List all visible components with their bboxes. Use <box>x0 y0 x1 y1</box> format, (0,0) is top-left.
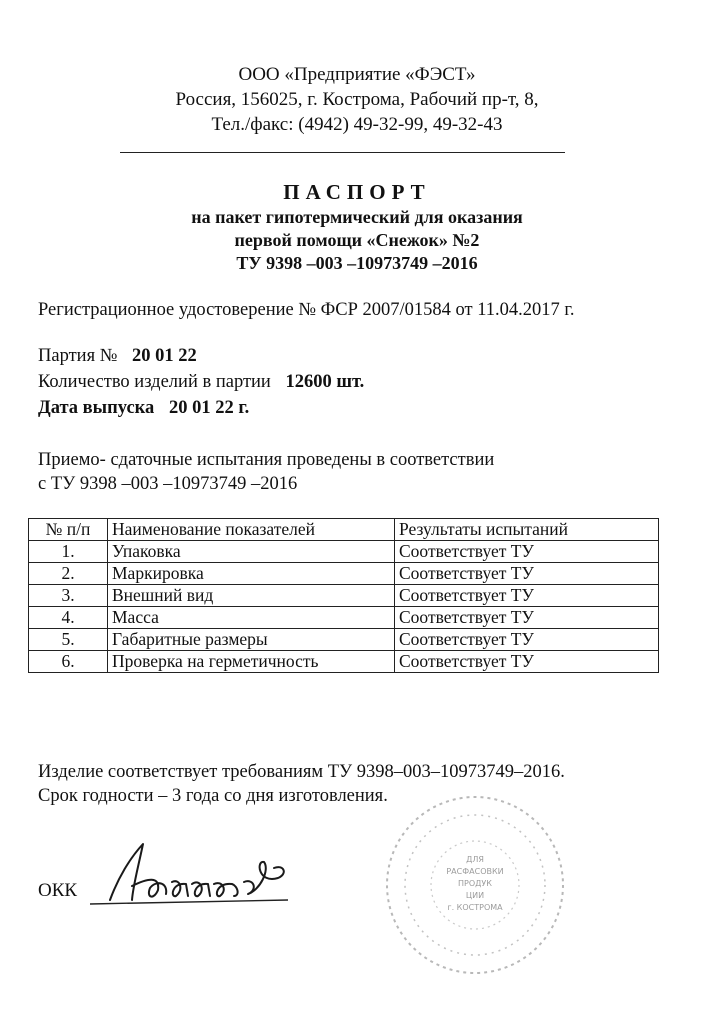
test-results-table <box>28 518 659 673</box>
row-result: Соответствует ТУ <box>395 585 659 607</box>
company-header <box>0 62 714 137</box>
shelf-life: Срок годности – 3 года со дня изготовления. <box>38 786 388 806</box>
row-indicator: Внешний вид <box>108 585 395 607</box>
row-indicator: Масса <box>108 607 395 629</box>
signature <box>88 838 303 918</box>
row-indicator: Упаковка <box>108 541 395 563</box>
company-name: ООО «Предприятие «ФЭСТ» <box>238 64 476 85</box>
title-main: ПАСПОРТ <box>283 180 431 204</box>
title-line-1: на пакет гипотермический для оказания <box>191 207 523 227</box>
batch-number <box>38 346 197 367</box>
release-date <box>38 398 249 419</box>
round-stamp <box>380 790 570 980</box>
row-result: Соответствует ТУ <box>395 651 659 673</box>
row-number: 2. <box>29 563 108 585</box>
row-number: 1. <box>29 541 108 563</box>
table-row <box>29 651 659 673</box>
header-divider <box>120 152 565 153</box>
title-line-2: первой помощи «Снежок» №2 <box>234 230 480 250</box>
quantity-label: Количество изделий в партии <box>38 372 271 392</box>
row-indicator: Маркировка <box>108 563 395 585</box>
table-row <box>29 585 659 607</box>
row-indicator: Габаритные размеры <box>108 629 395 651</box>
release-date-label: Дата выпуска <box>38 398 155 418</box>
row-result: Соответствует ТУ <box>395 541 659 563</box>
company-phone: Тел./факс: (4942) 49-32-99, 49-32-43 <box>211 114 503 135</box>
table-row <box>29 607 659 629</box>
row-number: 6. <box>29 651 108 673</box>
conformity-statement: Изделие соответствует требованиям ТУ 9398–003–10973749–2016. <box>38 762 565 782</box>
stamp-text-line: ЦИИ <box>465 891 485 900</box>
header-number: № п/п <box>29 519 108 541</box>
table-row <box>29 629 659 651</box>
table-row <box>29 563 659 585</box>
batch-quantity <box>38 372 364 393</box>
stamp-text-line: ДЛЯ <box>466 855 484 864</box>
batch-value: 20 01 22 <box>131 346 197 366</box>
registration-certificate: Регистрационное удостоверение № ФСР 2007/01584 от 11.04.2017 г. <box>38 300 575 320</box>
tests-line-1: Приемо- сдаточные испытания проведены в соответствии <box>38 450 495 470</box>
company-address: Россия, 156025, г. Кострома, Рабочий пр-т, 8, <box>175 89 539 110</box>
document-title <box>0 178 714 275</box>
release-date-value: 20 01 22 г. <box>168 398 250 418</box>
stamp-text-line: ПРОДУК <box>458 879 492 888</box>
row-indicator: Проверка на герметичность <box>108 651 395 673</box>
quantity-value: 12600 шт. <box>285 372 365 392</box>
table-row <box>29 541 659 563</box>
row-number: 4. <box>29 607 108 629</box>
batch-label: Партия № <box>38 346 118 366</box>
header-result: Результаты испытаний <box>395 519 659 541</box>
row-result: Соответствует ТУ <box>395 607 659 629</box>
row-number: 5. <box>29 629 108 651</box>
row-result: Соответствует ТУ <box>395 629 659 651</box>
stamp-text-line: РАСФАСОВКИ <box>446 867 504 876</box>
okk-label: ОКК <box>38 880 78 901</box>
tests-line-2: с ТУ 9398 –003 –10973749 –2016 <box>38 474 298 494</box>
row-number: 3. <box>29 585 108 607</box>
title-line-3: ТУ 9398 –003 –10973749 –2016 <box>236 253 478 273</box>
table-header-row <box>29 519 659 541</box>
row-result: Соответствует ТУ <box>395 563 659 585</box>
stamp-text-line: г. КОСТРОМА <box>447 903 503 912</box>
header-indicator: Наименование показателей <box>108 519 395 541</box>
